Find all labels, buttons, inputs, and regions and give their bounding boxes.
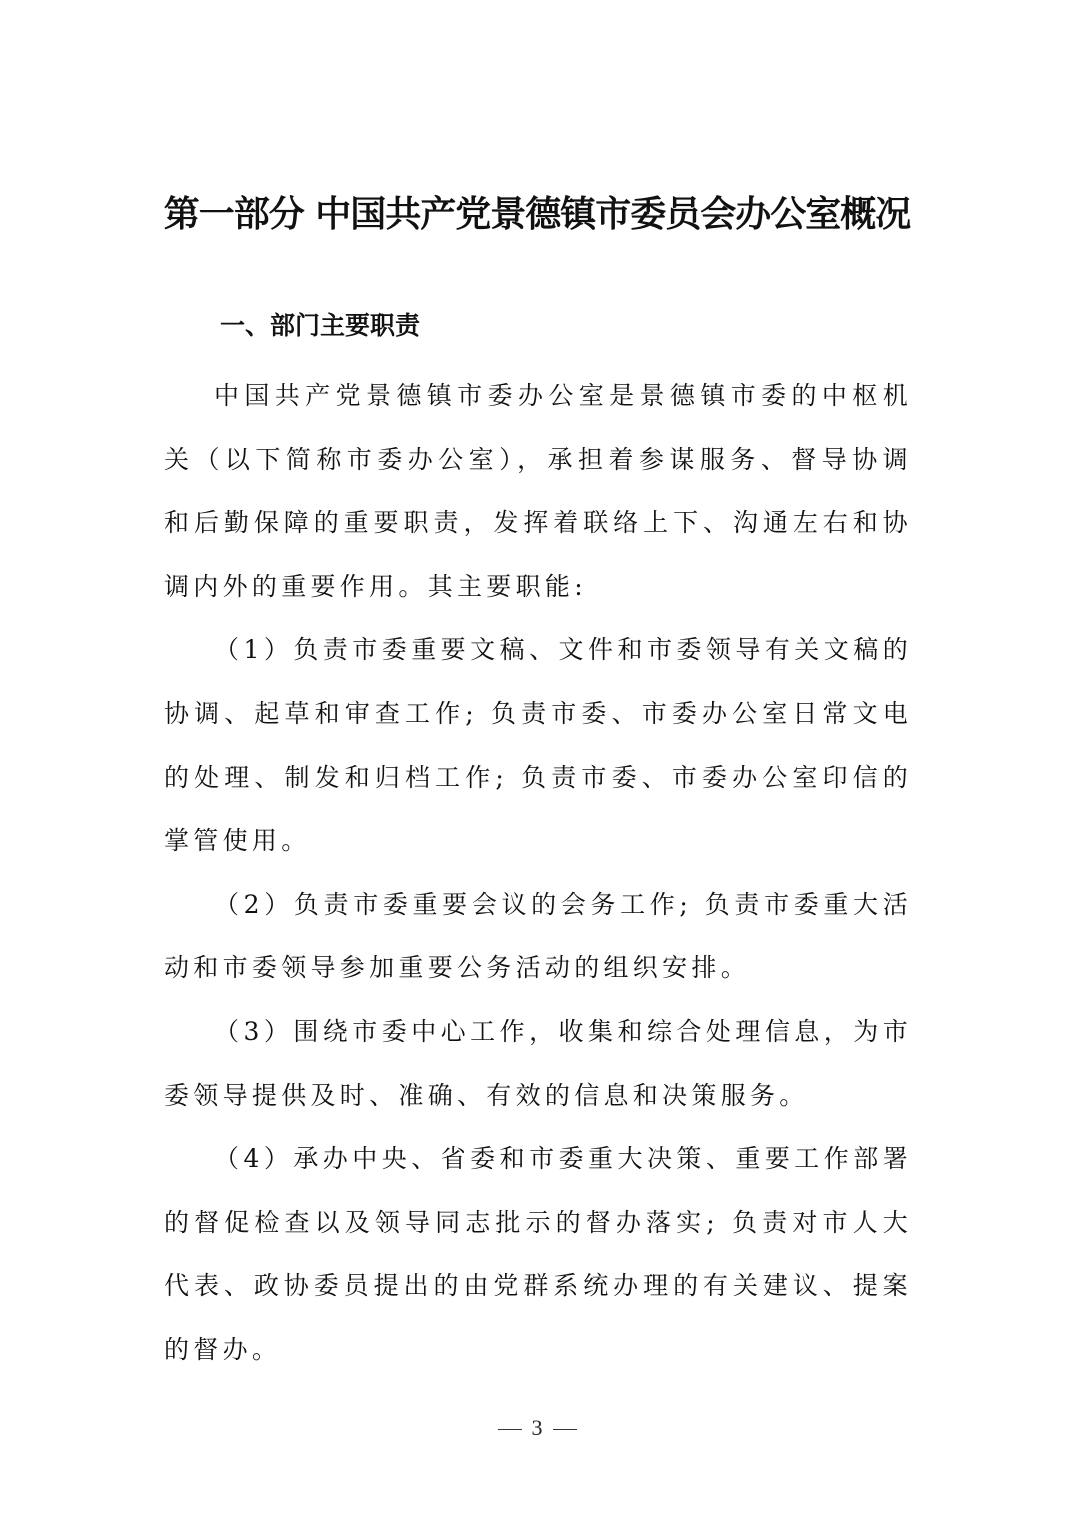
page-footer (0, 1408, 1074, 1448)
page-number: 3 (531, 1415, 543, 1440)
document-title: 第一部分 中国共产党景德镇市委员会办公室概况 (163, 194, 911, 235)
paragraph-item-2: （2）负责市委重要会议的会务工作; 负责市委重大活动和市委领导参加重要公务活动的组织安排。 (164, 889, 912, 983)
paragraph-item-3: （3）围绕市委中心工作，收集和综合处理信息，为市委领导提供及时、准确、有效的信息和决策服务。 (164, 1016, 912, 1110)
footer-dash-right (553, 1429, 577, 1430)
paragraph-item-4: （4）承办中央、省委和市委重大决策、重要工作部署的督促检查以及领导同志批示的督办落实; 负责对市人大代表、政协委员提出的由党群系统办理的有关建议、提案的督办。 (164, 1144, 912, 1364)
paragraph-intro: 中国共产党景德镇市委办公室是景德镇市委的中枢机关（以下简称市委办公室），承担着参谋服务、督导协调和后勤保障的重要职责，发挥着联络上下、沟通左右和协调内外的重要作用。其主要职能: (164, 381, 912, 601)
document-body (164, 364, 912, 1382)
paragraph-item-1: （1）负责市委重要文稿、文件和市委领导有关文稿的协调、起草和审查工作; 负责市委、市委办公室日常文电的处理、制发和归档工作; 负责市委、市委办公室印信的掌管使用。 (164, 635, 912, 856)
footer-dash-left (498, 1429, 522, 1430)
section-heading: 一、部门主要职责 (220, 311, 421, 340)
